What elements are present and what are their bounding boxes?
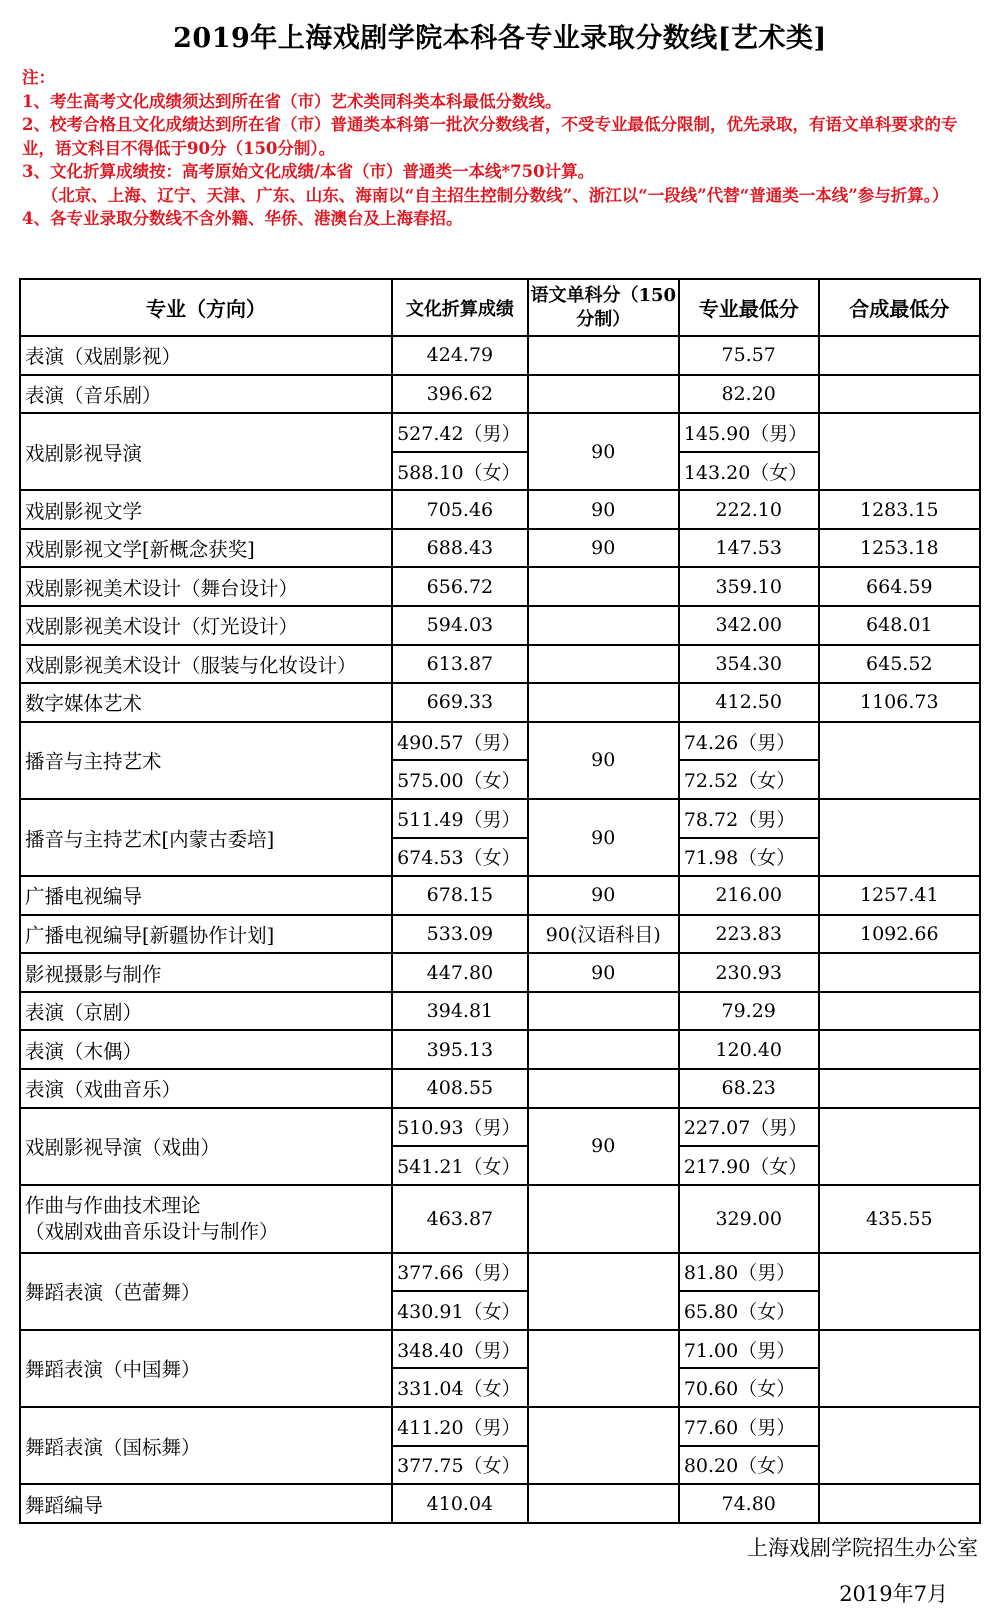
- note-3-detail: （北京、上海、辽宁、天津、广东、山东、海南以“自主招生控制分数线”、浙江以“一段线”代替“普通类一本线”参与折算。）: [41, 185, 949, 205]
- header-chinese-score: 语文单科分（150分制）: [528, 279, 679, 336]
- culture-score-cell: 588.10（女）: [392, 452, 528, 491]
- culture-score-cell: 533.09: [392, 915, 528, 954]
- major-min-score-cell: 222.10: [679, 490, 819, 529]
- culture-score-cell: 331.04（女）: [392, 1368, 528, 1407]
- major-name-cell: 戏剧影视美术设计（服装与化妆设计）: [20, 645, 392, 684]
- culture-score-cell: 348.40（男）: [392, 1330, 528, 1369]
- total-min-score-cell: [819, 336, 980, 375]
- major-min-score-cell: 120.40: [679, 1030, 819, 1069]
- culture-score-cell: 613.87: [392, 645, 528, 684]
- chinese-score-cell: [528, 1330, 679, 1407]
- total-min-score-cell: 1106.73: [819, 683, 980, 722]
- major-min-score-cell: 230.93: [679, 953, 819, 992]
- major-min-score-cell: 70.60（女）: [679, 1368, 819, 1407]
- total-min-score-cell: 435.55: [819, 1185, 980, 1253]
- major-min-score-cell: 145.90（男）: [679, 413, 819, 452]
- footer-office: 上海戏剧学院招生办公室: [747, 1536, 978, 1560]
- major-name-cell: 舞蹈表演（中国舞）: [20, 1330, 392, 1407]
- culture-score-cell: 395.13: [392, 1030, 528, 1069]
- admission-score-table: [19, 278, 981, 1524]
- chinese-score-cell: [528, 1069, 679, 1108]
- major-min-score-cell: 81.80（男）: [679, 1253, 819, 1292]
- major-min-score-cell: 223.83: [679, 915, 819, 954]
- major-min-score-cell: 354.30: [679, 645, 819, 684]
- table-row: [20, 992, 980, 1031]
- culture-score-cell: 377.75（女）: [392, 1446, 528, 1485]
- culture-score-cell: 688.43: [392, 529, 528, 568]
- major-min-score-cell: 217.90（女）: [679, 1146, 819, 1185]
- culture-score-cell: 408.55: [392, 1069, 528, 1108]
- major-name-cell: 戏剧影视美术设计（舞台设计）: [20, 567, 392, 606]
- chinese-score-cell: 90: [528, 1108, 679, 1185]
- table-row: [20, 1069, 980, 1108]
- total-min-score-cell: [819, 1069, 980, 1108]
- total-min-score-cell: [819, 799, 980, 876]
- table-row: [20, 529, 980, 568]
- table-row: [20, 413, 980, 452]
- major-name-cell: 表演（戏剧影视）: [20, 336, 392, 375]
- major-min-score-cell: 80.20（女）: [679, 1446, 819, 1485]
- chinese-score-cell: [528, 336, 679, 375]
- table-row: [20, 953, 980, 992]
- major-name-cell: 播音与主持艺术: [20, 722, 392, 799]
- culture-score-cell: 424.79: [392, 336, 528, 375]
- table-row: [20, 876, 980, 915]
- major-min-score-cell: 147.53: [679, 529, 819, 568]
- major-min-score-cell: 71.00（男）: [679, 1330, 819, 1369]
- major-name-cell: 播音与主持艺术[内蒙古委培]: [20, 799, 392, 876]
- total-min-score-cell: [819, 375, 980, 414]
- table-row: [20, 1030, 980, 1069]
- footer-date: 2019年7月: [839, 1582, 948, 1606]
- total-min-score-cell: [819, 413, 980, 490]
- table-row: [20, 1484, 980, 1523]
- major-name-cell: 戏剧影视文学: [20, 490, 392, 529]
- major-min-score-cell: 65.80（女）: [679, 1291, 819, 1330]
- major-name-cell: 表演（木偶）: [20, 1030, 392, 1069]
- total-min-score-cell: 645.52: [819, 645, 980, 684]
- table-row: [20, 1407, 980, 1446]
- major-name-cell: 广播电视编导[新疆协作计划]: [20, 915, 392, 954]
- table-row: [20, 915, 980, 954]
- culture-score-cell: 411.20（男）: [392, 1407, 528, 1446]
- major-min-score-cell: 75.57: [679, 336, 819, 375]
- major-name-cell: 戏剧影视美术设计（灯光设计）: [20, 606, 392, 645]
- major-name-cell: 表演（戏曲音乐）: [20, 1069, 392, 1108]
- major-min-score-cell: 79.29: [679, 992, 819, 1031]
- total-min-score-cell: [819, 1407, 980, 1484]
- total-min-score-cell: [819, 953, 980, 992]
- culture-score-cell: 575.00（女）: [392, 760, 528, 799]
- table-row: [20, 567, 980, 606]
- major-name-cell: 戏剧影视导演（戏曲）: [20, 1108, 392, 1185]
- table-row: [20, 1185, 980, 1253]
- total-min-score-cell: 1092.66: [819, 915, 980, 954]
- culture-score-cell: 410.04: [392, 1484, 528, 1523]
- total-min-score-cell: [819, 992, 980, 1031]
- total-min-score-cell: [819, 1108, 980, 1185]
- chinese-score-cell: [528, 1407, 679, 1484]
- table-row: [20, 1330, 980, 1369]
- major-min-score-cell: 143.20（女）: [679, 452, 819, 491]
- total-min-score-cell: 664.59: [819, 567, 980, 606]
- culture-score-cell: 674.53（女）: [392, 838, 528, 877]
- culture-score-cell: 490.57（男）: [392, 722, 528, 761]
- major-min-score-cell: 216.00: [679, 876, 819, 915]
- culture-score-cell: 463.87: [392, 1185, 528, 1253]
- culture-score-cell: 541.21（女）: [392, 1146, 528, 1185]
- notes-section: [22, 66, 980, 231]
- total-min-score-cell: [819, 1330, 980, 1407]
- chinese-score-cell: [528, 375, 679, 414]
- major-min-score-cell: 72.52（女）: [679, 760, 819, 799]
- header-major: 专业（方向）: [20, 279, 392, 336]
- chinese-score-cell: 90: [528, 876, 679, 915]
- major-min-score-cell: 77.60（男）: [679, 1407, 819, 1446]
- chinese-score-cell: 90: [528, 413, 679, 490]
- chinese-score-cell: [528, 683, 679, 722]
- table-row: [20, 799, 980, 838]
- header-total-min: 合成最低分: [819, 279, 980, 336]
- note-4: 4、各专业录取分数线不含外籍、华侨、港澳台及上海春招。: [22, 209, 463, 228]
- major-min-score-cell: 227.07（男）: [679, 1108, 819, 1147]
- notes-heading: 注：: [22, 68, 55, 87]
- chinese-score-cell: [528, 992, 679, 1031]
- culture-score-cell: 669.33: [392, 683, 528, 722]
- total-min-score-cell: [819, 1484, 980, 1523]
- culture-score-cell: 678.15: [392, 876, 528, 915]
- header-culture-score: 文化折算成绩: [392, 279, 528, 336]
- table-row: [20, 683, 980, 722]
- culture-score-cell: 396.62: [392, 375, 528, 414]
- table-row: [20, 336, 980, 375]
- major-min-score-cell: 74.80: [679, 1484, 819, 1523]
- major-min-score-cell: 359.10: [679, 567, 819, 606]
- major-name-cell: 舞蹈编导: [20, 1484, 392, 1523]
- note-3: 3、文化折算成绩按：高考原始文化成绩/本省（市）普通类一本线*750计算。: [22, 162, 595, 181]
- major-name-cell: 表演（音乐剧）: [20, 375, 392, 414]
- total-min-score-cell: 1253.18: [819, 529, 980, 568]
- major-name-cell: 表演（京剧）: [20, 992, 392, 1031]
- table-row: [20, 375, 980, 414]
- note-2: 2、校考合格且文化成绩达到所在省（市）普通类本科第一批次分数线者，不受专业最低分限制，优先录取，有语文单科要求的专业，语文科目不得低于90分（150分制）。: [22, 115, 958, 158]
- major-name-cell: 戏剧影视文学[新概念获奖]: [20, 529, 392, 568]
- chinese-score-cell: [528, 645, 679, 684]
- major-min-score-cell: 71.98（女）: [679, 838, 819, 877]
- major-min-score-cell: 78.72（男）: [679, 799, 819, 838]
- page-title: 2019年上海戏剧学院本科各专业录取分数线[艺术类]: [173, 23, 827, 54]
- culture-score-cell: 705.46: [392, 490, 528, 529]
- culture-score-cell: 511.49（男）: [392, 799, 528, 838]
- total-min-score-cell: [819, 1030, 980, 1069]
- chinese-score-cell: 90: [528, 490, 679, 529]
- major-name-cell: 影视摄影与制作: [20, 953, 392, 992]
- total-min-score-cell: [819, 722, 980, 799]
- major-name-cell: 作曲与作曲技术理论 （戏剧戏曲音乐设计与制作）: [20, 1185, 392, 1253]
- culture-score-cell: 447.80: [392, 953, 528, 992]
- header-major-min: 专业最低分: [679, 279, 819, 336]
- major-name-cell: 数字媒体艺术: [20, 683, 392, 722]
- chinese-score-cell: 90(汉语科目): [528, 915, 679, 954]
- table-header-row: [20, 279, 980, 336]
- culture-score-cell: 656.72: [392, 567, 528, 606]
- major-name-cell: 舞蹈表演（芭蕾舞）: [20, 1253, 392, 1330]
- chinese-score-cell: [528, 567, 679, 606]
- note-1: 1、考生高考文化成绩须达到所在省（市）艺术类同科类本科最低分数线。: [22, 91, 562, 111]
- table-row: [20, 645, 980, 684]
- chinese-score-cell: [528, 1185, 679, 1253]
- culture-score-cell: 527.42（男）: [392, 413, 528, 452]
- table-body: [20, 336, 980, 1523]
- chinese-score-cell: 90: [528, 953, 679, 992]
- table-row: [20, 722, 980, 761]
- major-name-cell: 广播电视编导: [20, 876, 392, 915]
- major-min-score-cell: 68.23: [679, 1069, 819, 1108]
- major-min-score-cell: 329.00: [679, 1185, 819, 1253]
- culture-score-cell: 594.03: [392, 606, 528, 645]
- chinese-score-cell: 90: [528, 799, 679, 876]
- chinese-score-cell: [528, 1484, 679, 1523]
- table-row: [20, 1253, 980, 1292]
- total-min-score-cell: 648.01: [819, 606, 980, 645]
- total-min-score-cell: 1257.41: [819, 876, 980, 915]
- chinese-score-cell: 90: [528, 529, 679, 568]
- table-row: [20, 606, 980, 645]
- culture-score-cell: 430.91（女）: [392, 1291, 528, 1330]
- table-row: [20, 490, 980, 529]
- major-name-cell: 戏剧影视导演: [20, 413, 392, 490]
- table-row: [20, 1108, 980, 1147]
- major-name-cell: 舞蹈表演（国标舞）: [20, 1407, 392, 1484]
- culture-score-cell: 377.66（男）: [392, 1253, 528, 1292]
- culture-score-cell: 510.93（男）: [392, 1108, 528, 1147]
- chinese-score-cell: [528, 1253, 679, 1330]
- total-min-score-cell: [819, 1253, 980, 1330]
- chinese-score-cell: [528, 606, 679, 645]
- chinese-score-cell: [528, 1030, 679, 1069]
- total-min-score-cell: 1283.15: [819, 490, 980, 529]
- major-min-score-cell: 342.00: [679, 606, 819, 645]
- major-min-score-cell: 74.26（男）: [679, 722, 819, 761]
- major-min-score-cell: 412.50: [679, 683, 819, 722]
- culture-score-cell: 394.81: [392, 992, 528, 1031]
- major-min-score-cell: 82.20: [679, 375, 819, 414]
- chinese-score-cell: 90: [528, 722, 679, 799]
